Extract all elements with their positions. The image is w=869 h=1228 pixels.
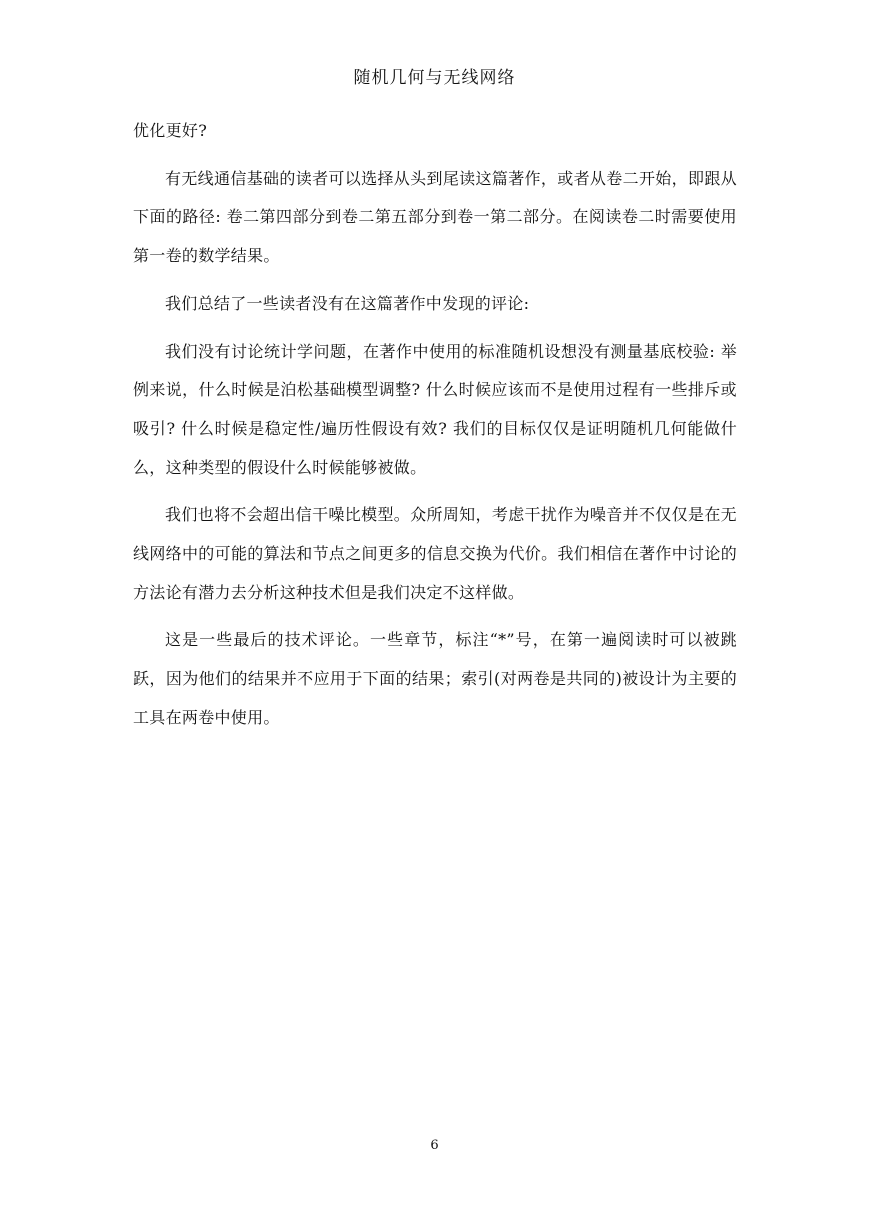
paragraph-continuation: 优化更好? (133, 121, 208, 140)
body-text (133, 112, 737, 747)
paragraph-technical-remarks: 这是一些最后的技术评论。一些章节，标注“*”号，在第一遍阅读时可以被跳跃，因为他们的结果并不应用于下面的结果；索引(对两卷是共同的)被设计为主要的工具在两卷中使用。 (133, 630, 737, 727)
paragraph-reading-path: 有无线通信基础的读者可以选择从头到尾读这篇著作，或者从卷二开始，即跟从下面的路径: 卷二第四部分到卷二第五部分到卷一第二部分。在阅读卷二时需要使用第一卷的数学结果。 (133, 168, 737, 266)
paragraph-statistics: 我们没有讨论统计学问题，在著作中使用的标准随机设想没有测量基底校验: 举例来说，什么时候是泊松基础模型调整? 什么时候应该而不是使用过程有一些排斥或吸引? 什么时候是稳定性/遍历性假设有效? 我们的目标仅仅是证明随机几何能做什么，这种类型的假设什么时候能够被做。 (133, 341, 737, 477)
paragraph-sinr-model: 我们也将不会超出信干噪比模型。众所周知，考虑干扰作为噪音并不仅仅是在无线网络中的可能的算法和节点之间更多的信息交换为代价。我们相信在著作中讨论的方法论有潜力去分析这种技术但是我们决定不这样做。 (133, 505, 737, 602)
running-header: 随机几何与无线网络 (353, 68, 516, 88)
page-number: 6 (430, 1138, 439, 1153)
paragraph-comments-intro: 我们总结了一些读者没有在这篇著作中发现的评论: (165, 293, 530, 313)
